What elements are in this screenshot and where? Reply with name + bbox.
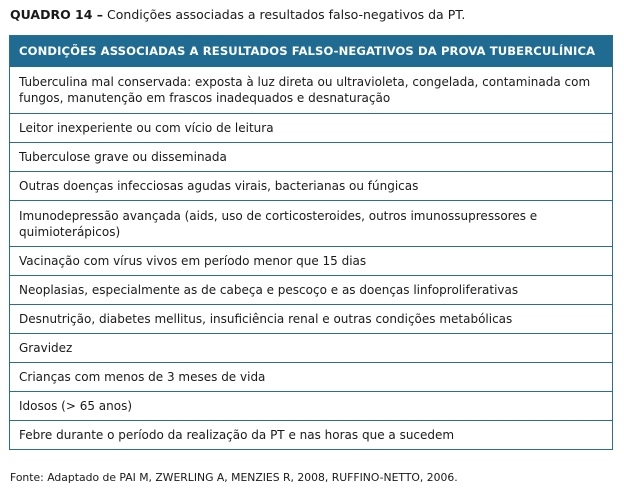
- table-row: Outras doenças infecciosas agudas virais, bacterianas ou fúngicas: [10, 171, 612, 200]
- conditions-table: [9, 35, 613, 450]
- table-row: Desnutrição, diabetes mellitus, insuficiência renal e outras condições metabólicas: [10, 304, 612, 333]
- caption-label: QUADRO 14 –: [10, 7, 104, 22]
- source-note: Fonte: Adaptado de PAI M, ZWERLING A, MENZIES R, 2008, RUFFINO-NETTO, 2006.: [10, 471, 458, 484]
- table-row: Neoplasias, especialmente as de cabeça e pescoço e as doenças linfoproliferativas: [10, 275, 612, 304]
- table-body: [10, 67, 612, 449]
- table-row: Leitor inexperiente ou com vício de leitura: [10, 113, 612, 142]
- table-row: Vacinação com vírus vivos em período menor que 15 dias: [10, 246, 612, 275]
- table-row: Tuberculose grave ou disseminada: [10, 142, 612, 171]
- table-row: Crianças com menos de 3 meses de vida: [10, 362, 612, 391]
- table-caption: [10, 7, 465, 23]
- table-row: Idosos (> 65 anos): [10, 391, 612, 420]
- table-row: Febre durante o período da realização da PT e nas horas que a sucedem: [10, 420, 612, 449]
- caption-text: Condições associadas a resultados falso-negativos da PT.: [107, 7, 466, 22]
- table-header: CONDIÇÕES ASSOCIADAS A RESULTADOS FALSO-NEGATIVOS DA PROVA TUBERCULÍNICA: [10, 36, 612, 67]
- table-row: Tuberculina mal conservada: exposta à luz direta ou ultravioleta, congelada, contaminada com fungos, manutenção em frascos inadequados e desnaturação: [19, 75, 591, 105]
- table-row: Gravidez: [10, 333, 612, 362]
- table-row: Imunodepressão avançada (aids, uso de corticosteroides, outros imunossupressores e quimioterápicos): [10, 200, 612, 246]
